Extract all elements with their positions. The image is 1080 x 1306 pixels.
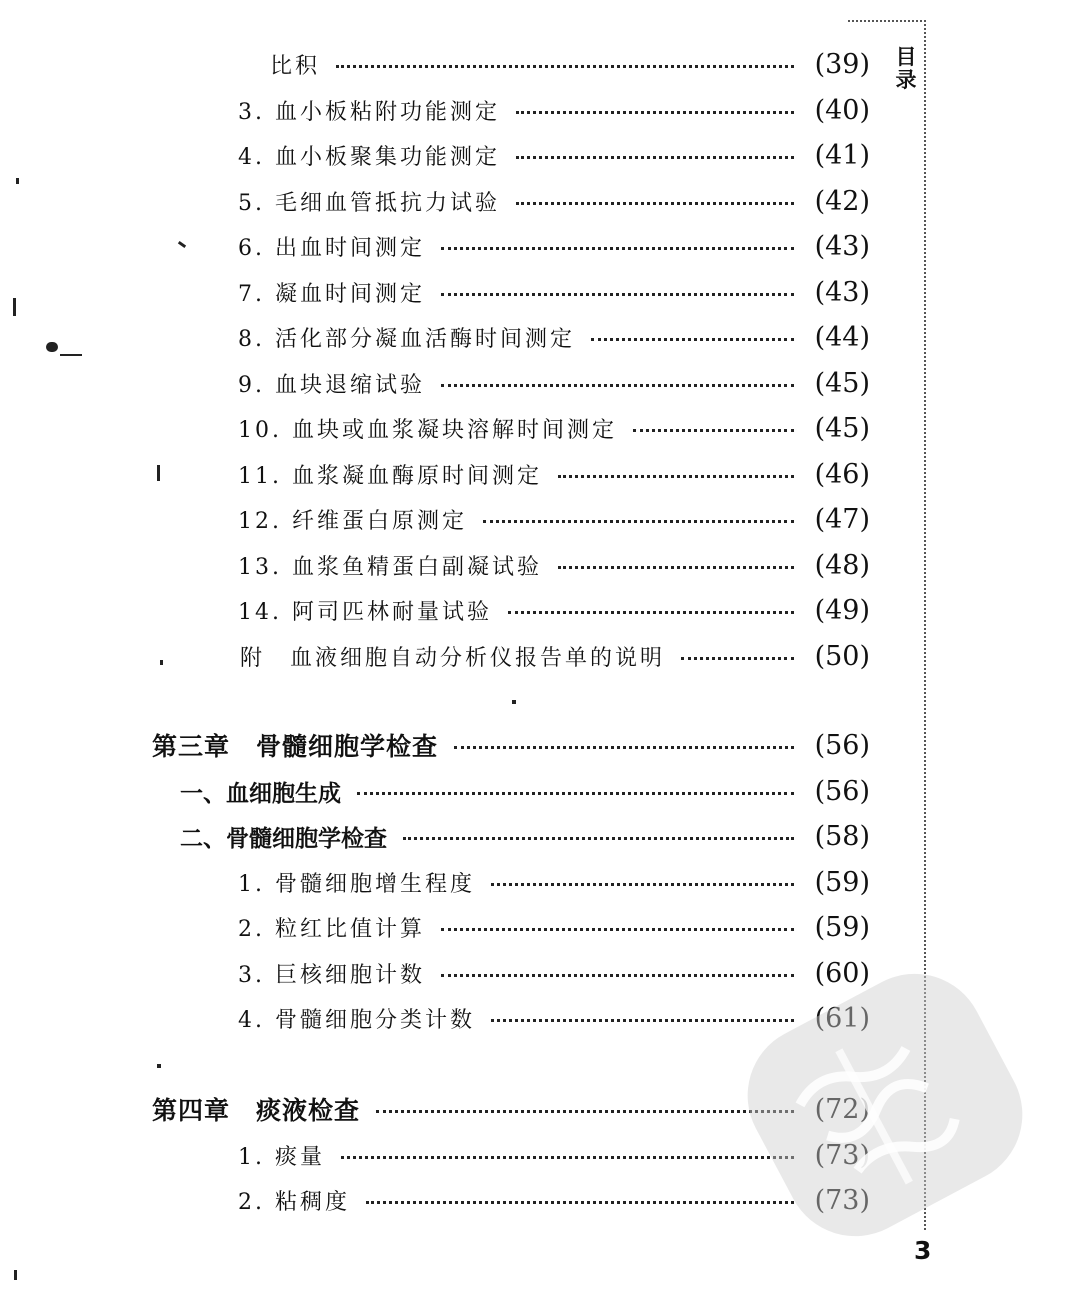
toc-entry-page: (39) (814, 48, 870, 80)
toc-section-label: 一、血细胞生成 (180, 780, 341, 807)
toc-entry-label: 3. 巨核细胞计数 (238, 962, 425, 988)
dot-leader (483, 520, 794, 523)
toc-section[interactable] (180, 771, 870, 811)
dot-leader (441, 247, 794, 250)
toc-chapter[interactable] (152, 1089, 870, 1129)
dot-leader (681, 657, 794, 660)
toc-entry[interactable] (238, 408, 870, 448)
toc-entry-label: 12. 纤维蛋白原测定 (238, 508, 467, 534)
toc-entry[interactable] (238, 272, 870, 312)
toc-entry-page: (43) (814, 276, 870, 308)
toc-entry[interactable] (238, 1135, 870, 1175)
dot-leader (341, 1156, 794, 1159)
toc-entry[interactable] (238, 1180, 870, 1220)
toc-entry-page: (59) (814, 866, 870, 898)
toc-entry[interactable] (238, 907, 870, 947)
side-tab-contents (893, 46, 919, 92)
toc-entry-label: 比积 (270, 53, 321, 79)
toc-entry[interactable] (238, 953, 870, 993)
toc-entry[interactable] (238, 862, 870, 902)
toc-chapter-label: 第三章 骨髓细胞学检查 (152, 732, 439, 761)
scan-speck (16, 178, 19, 184)
toc-entry-label: 4. 血小板聚集功能测定 (238, 144, 500, 170)
dot-leader (366, 1201, 794, 1204)
toc-entry[interactable] (238, 181, 870, 221)
toc-entry-label: 11. 血浆凝血酶原时间测定 (238, 463, 542, 489)
toc-chapter-page: (56) (814, 729, 870, 761)
toc-entry[interactable] (238, 90, 870, 130)
toc-entry-page: (40) (814, 94, 870, 126)
toc-entry-label: 5. 毛细血管抵抗力试验 (238, 190, 500, 216)
toc-entry-label: 4. 骨髓细胞分类计数 (238, 1007, 475, 1033)
side-tab-glyph: 目 (895, 45, 917, 69)
scan-speck (157, 465, 160, 481)
toc-entry-page: (60) (814, 957, 870, 989)
dot-leader (376, 1110, 794, 1113)
toc-entry-page: (59) (814, 911, 870, 943)
toc-entry-label: 10. 血块或血浆凝块溶解时间测定 (238, 417, 617, 443)
toc-section-label: 二、骨髓细胞学检查 (180, 825, 387, 852)
toc-entry-page: (45) (814, 367, 870, 399)
toc-section[interactable] (180, 816, 870, 856)
toc-entry-page: (43) (814, 230, 870, 262)
dot-leader (441, 928, 794, 931)
dot-leader (441, 384, 794, 387)
toc-entry[interactable] (238, 454, 870, 494)
dot-leader (491, 1019, 794, 1022)
dot-leader (357, 792, 794, 795)
scan-speck (178, 241, 186, 248)
dot-leader (516, 156, 794, 159)
dot-leader (336, 65, 794, 68)
toc-entry[interactable] (238, 998, 870, 1038)
toc-chapter[interactable] (152, 725, 870, 765)
toc-section-page: (58) (814, 820, 870, 852)
dot-leader (558, 475, 794, 478)
toc-entry-label: 2. 粒红比值计算 (238, 916, 425, 942)
toc-entry-page: (73) (814, 1184, 870, 1216)
page-frame-top-border (848, 20, 926, 22)
toc-entry[interactable] (238, 590, 870, 630)
toc-entry[interactable] (238, 363, 870, 403)
dot-leader (403, 837, 794, 840)
dot-leader (441, 293, 794, 296)
page-number: 3 (914, 1236, 932, 1265)
toc-entry-label: 13. 血浆鱼精蛋白副凝试验 (238, 554, 542, 580)
scan-speck (60, 354, 82, 356)
side-tab-glyph: 录 (895, 68, 917, 92)
toc-entry-label: 2. 粘稠度 (238, 1189, 350, 1215)
toc-entry-page: (48) (814, 549, 870, 581)
toc-entry-label: 1. 骨髓细胞增生程度 (238, 871, 475, 897)
toc-entry-page: (50) (814, 640, 870, 672)
toc-entry[interactable] (238, 499, 870, 539)
toc-entry[interactable] (240, 636, 870, 676)
scan-speck (46, 342, 58, 352)
toc-entry-page: (61) (814, 1002, 870, 1034)
scan-speck (157, 1064, 161, 1068)
toc-entry-page: (46) (814, 458, 870, 490)
toc-entry[interactable] (238, 226, 870, 266)
toc-entry-page: (42) (814, 185, 870, 217)
toc-entry-label: 1. 痰量 (238, 1144, 325, 1170)
toc-entry[interactable] (238, 317, 870, 357)
toc-entry[interactable] (270, 44, 870, 84)
toc-entry-label: 附 血液细胞自动分析仪报告单的说明 (240, 645, 666, 671)
toc-entry[interactable] (238, 545, 870, 585)
toc-entry-label: 8. 活化部分凝血活酶时间测定 (238, 326, 575, 352)
scan-speck (14, 1270, 17, 1280)
dot-leader (591, 338, 794, 341)
toc-chapter-label: 第四章 痰液检查 (152, 1096, 361, 1125)
dot-leader (441, 974, 794, 977)
toc-entry-page: (41) (814, 139, 870, 171)
toc-entry-page: (49) (814, 594, 870, 626)
dot-leader (508, 611, 794, 614)
toc-entry[interactable] (238, 135, 870, 175)
toc-entry-page: (47) (814, 503, 870, 535)
dot-leader (491, 883, 794, 886)
toc-section-page: (56) (814, 775, 870, 807)
toc-chapter-page: (72) (814, 1093, 870, 1125)
scan-speck (160, 660, 163, 665)
scan-speck (13, 298, 16, 316)
toc-entry-label: 7. 凝血时间测定 (238, 281, 425, 307)
dot-leader (454, 746, 794, 749)
page-frame-right-border (924, 20, 926, 1230)
toc-entry-label: 9. 血块退缩试验 (238, 372, 425, 398)
dot-leader (633, 429, 794, 432)
toc-entry-page: (44) (814, 321, 870, 353)
dot-leader (516, 111, 794, 114)
dot-leader (558, 566, 794, 569)
dot-leader (516, 202, 794, 205)
toc-entry-page: (45) (814, 412, 870, 444)
toc-entry-label: 3. 血小板粘附功能测定 (238, 99, 500, 125)
toc-entry-page: (73) (814, 1139, 870, 1171)
toc-entry-label: 14. 阿司匹林耐量试验 (238, 599, 492, 625)
toc-entry-label: 6. 出血时间测定 (238, 235, 425, 261)
scan-speck (512, 700, 516, 704)
